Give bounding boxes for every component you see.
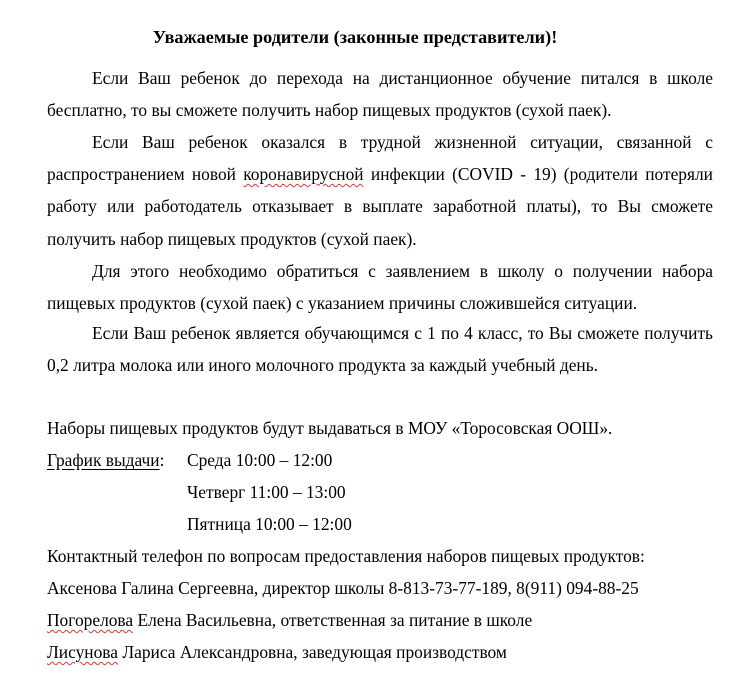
- contact-text: Лариса Александровна, заведующая производством: [118, 642, 507, 662]
- contact-production: [47, 636, 507, 668]
- paragraph-text: инфекции (COVID - 19) (родители потеряли работу или работодатель отказывает в выплате заработной платы), то Вы сможете получить набор пищевых продуктов (сухой паек).: [47, 164, 713, 249]
- schedule-label: [47, 444, 164, 476]
- paragraph-difficult-situation: [47, 126, 713, 255]
- contacts-heading: Контактный телефон по вопросам предоставления наборов пищевых продуктов:: [47, 546, 645, 566]
- contact-text: Елена Васильевна, ответственная за питание в школе: [133, 610, 533, 630]
- schedule-label-text: График выдачи: [47, 450, 160, 470]
- schedule-row-1: Среда 10:00 – 12:00: [187, 450, 333, 470]
- paragraph-application: Для этого необходимо обратиться с заявлением в школу о получении набора пищевых продуктов (сухой паек) с указанием причины сложившейся ситуации.: [47, 261, 713, 314]
- schedule-row-3: Пятница 10:00 – 12:00: [187, 514, 352, 534]
- schedule-row-2: Четверг 11:00 – 13:00: [187, 482, 346, 502]
- paragraph-text: Если Ваш ребенок оказался в трудной жизненной ситуации, связанной с распространением новой: [47, 132, 713, 185]
- issue-place-line: Наборы пищевых продуктов будут выдаваться в МОУ «Торосовская ООШ».: [47, 418, 613, 438]
- paragraph-milk: Если Ваш ребенок является обучающимся с 1 по 4 класс, то Вы сможете получить 0,2 литра молока или иного молочного продукта за каждый учебный день.: [47, 323, 713, 376]
- spellcheck-flagged-word: Погорелова: [47, 610, 134, 630]
- schedule-label-colon: :: [159, 450, 165, 470]
- paragraph-free-meals: Если Ваш ребенок до перехода на дистанционное обучение питался в школе бесплатно, то вы сможете получить набор пищевых продуктов (сухой паек).: [47, 68, 713, 121]
- spellcheck-flagged-word: Лисунова: [47, 642, 118, 662]
- contact-nutrition: [47, 604, 532, 636]
- document-title: Уважаемые родители (законные представители)!: [152, 27, 558, 47]
- spellcheck-flagged-word: коронавирусной: [243, 164, 364, 185]
- contact-director: Аксенова Галина Сергеевна, директор школы 8-813-73-77-189, 8(911) 094-88-25: [47, 578, 639, 598]
